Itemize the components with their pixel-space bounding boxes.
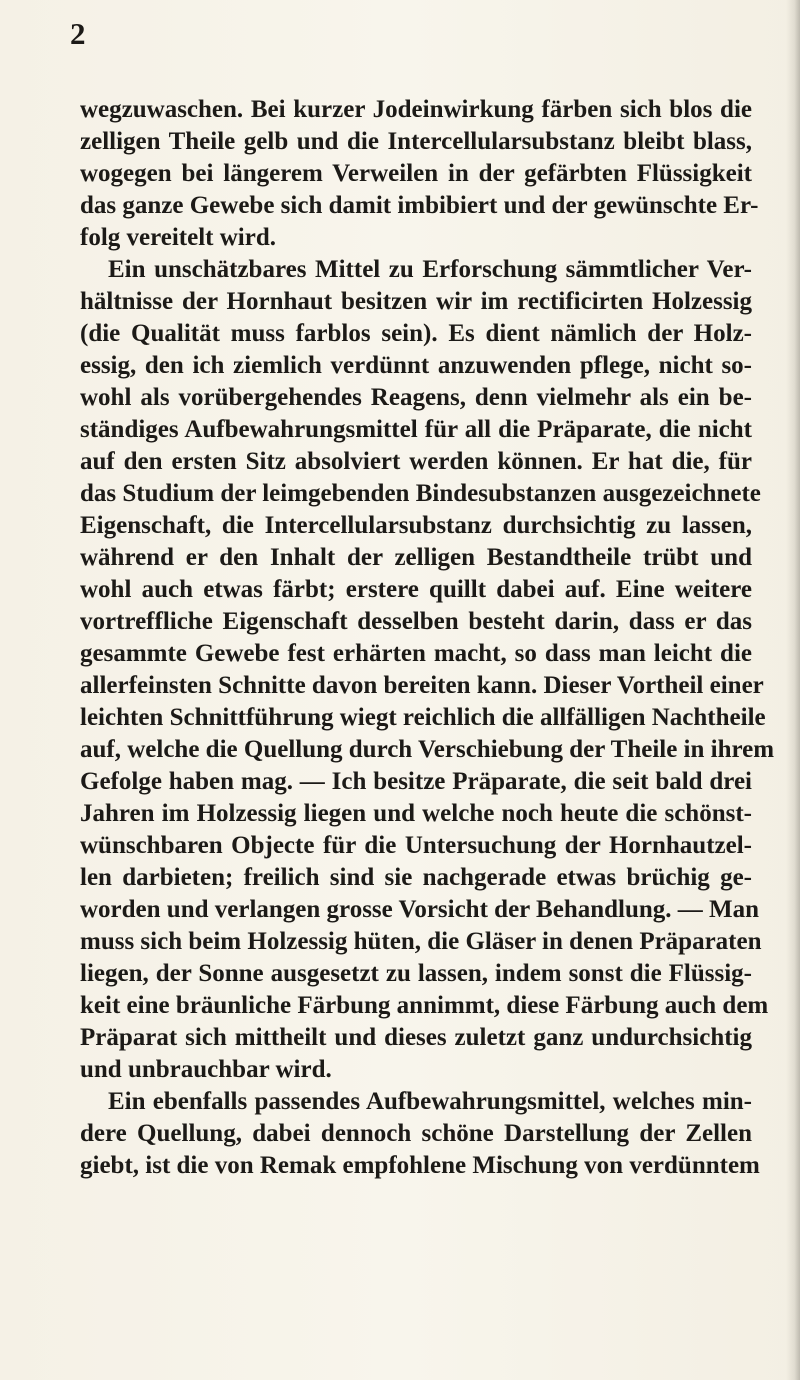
text-line: (die Qualität muss farblos sein). Es dient nämlich der Holz-	[80, 320, 752, 347]
text-line: Jahren im Holzessig liegen und welche noch heute die schönst-	[80, 800, 752, 827]
text-line: dere Quellung, dabei dennoch schöne Darstellung der Zellen	[80, 1120, 752, 1147]
text-line: das ganze Gewebe sich damit imbibiert und der gewünschte Er-	[80, 192, 759, 219]
text-line: vortreffliche Eigenschaft desselben besteht darin, dass er das	[80, 608, 752, 635]
text-line: gesammte Gewebe fest erhärten macht, so dass man leicht die	[80, 640, 752, 667]
text-line: wohl als vorübergehendes Reagens, denn vielmehr als ein be-	[80, 384, 752, 411]
text-line: Eigenschaft, die Intercellularsubstanz durchsichtig zu lassen,	[80, 512, 752, 539]
body-text	[80, 94, 775, 1182]
text-line: wohl auch etwas färbt; erstere quillt dabei auf. Eine weitere	[80, 576, 752, 603]
text-line: liegen, der Sonne ausgesetzt zu lassen, indem sonst die Flüssig-	[80, 960, 752, 987]
text-line: ständiges Aufbewahrungsmittel für all die Präparate, die nicht	[80, 416, 752, 443]
text-line: keit eine bräunliche Färbung annimmt, diese Färbung auch dem	[80, 992, 769, 1019]
text-line: auf den ersten Sitz absolviert werden können. Er hat die, für	[80, 448, 752, 475]
text-line: Ein unschätzbares Mittel zu Erforschung sämmtlicher Ver-	[108, 256, 752, 283]
text-line: muss sich beim Holzessig hüten, die Gläser in denen Präparaten	[80, 928, 762, 955]
text-line: während er den Inhalt der zelligen Bestandtheile trübt und	[80, 544, 752, 571]
text-line: wünschbaren Objecte für die Untersuchung der Hornhautzel-	[80, 832, 752, 859]
text-line: len darbieten; freilich sind sie nachgerade etwas brüchig ge-	[80, 864, 752, 891]
text-line: auf, welche die Quellung durch Verschiebung der Theile in ihrem	[80, 736, 775, 763]
text-line: worden und verlangen grosse Vorsicht der Behandlung. — Man	[80, 896, 760, 923]
text-line: folg vereitelt wird.	[80, 224, 276, 251]
text-line: das Studium der leimgebenden Bindesubstanzen ausgezeichnete	[80, 480, 761, 507]
text-line: allerfeinsten Schnitte davon bereiten kann. Dieser Vortheil einer	[80, 672, 764, 699]
page-number: 2	[70, 16, 86, 51]
text-line: leichten Schnittführung wiegt reichlich die allfälligen Nachtheile	[80, 704, 766, 731]
text-line: und unbrauchbar wird.	[80, 1056, 332, 1083]
text-line: wogegen bei längerem Verweilen in der gefärbten Flüssigkeit	[80, 160, 752, 187]
text-line: Ein ebenfalls passendes Aufbewahrungsmittel, welches min-	[108, 1088, 752, 1115]
text-line: Präparat sich mittheilt und dieses zuletzt ganz undurchsichtig	[80, 1024, 752, 1051]
text-line: zelligen Theile gelb und die Intercellularsubstanz bleibt blass,	[80, 128, 752, 155]
text-line: hältnisse der Hornhaut besitzen wir im rectificirten Holzessig	[80, 288, 752, 315]
text-line: giebt, ist die von Remak empfohlene Mischung von verdünntem	[80, 1152, 760, 1179]
text-line: Gefolge haben mag. — Ich besitze Präparate, die seit bald drei	[80, 768, 752, 795]
text-line: wegzuwaschen. Bei kurzer Jodeinwirkung färben sich blos die	[80, 96, 752, 123]
page-edge-shadow	[786, 0, 800, 1380]
text-line: essig, den ich ziemlich verdünnt anzuwenden pflege, nicht so-	[80, 352, 752, 379]
